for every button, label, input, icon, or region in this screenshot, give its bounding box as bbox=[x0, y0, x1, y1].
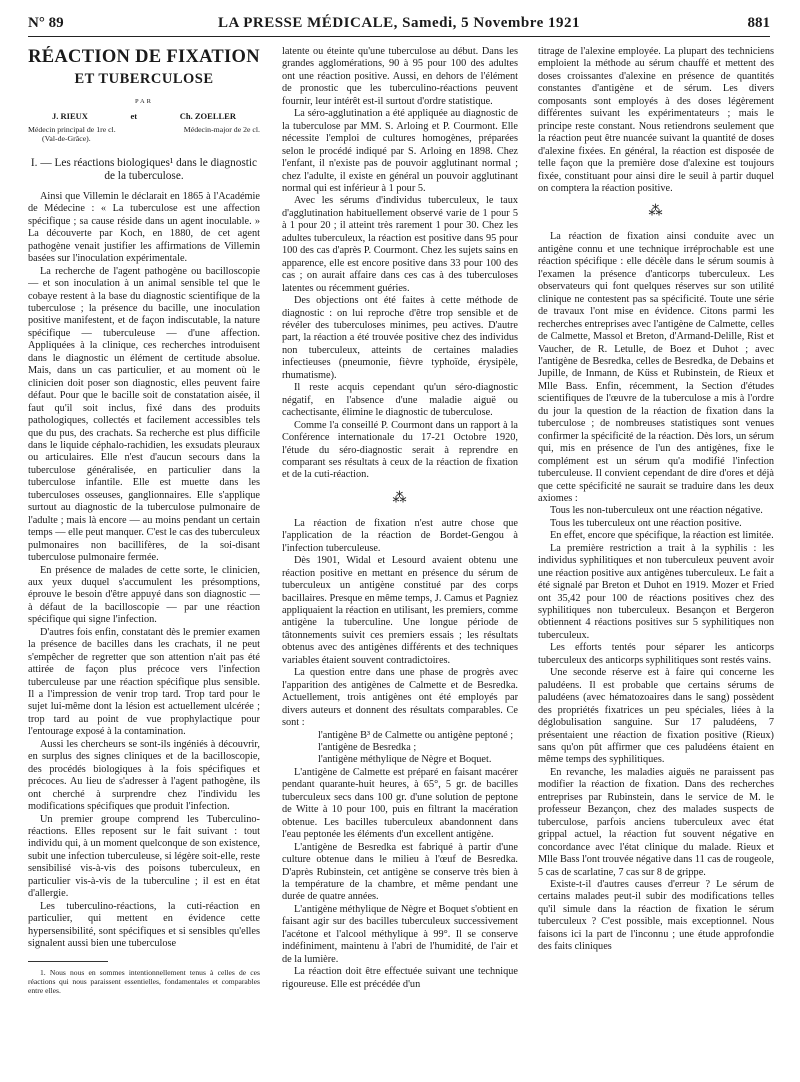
author-conjunction: et bbox=[130, 111, 138, 122]
paragraph: D'autres fois enfin, constatant dès le premier examen la présence de bacilles dans les crachats, il ne peut s'empêcher de regretter que son attention n'ait pas été attirée de façon plus précoce vers l'infection tuberculeuse par une réaction spécifique plus sensible. Il a l'impression de venir trop tard. Trop tard pour le sujet lui-même dont la lésion est actuellement ulcérée ; trop tard au point de vue prophylactique pour l'entourage exposé à la contamination. bbox=[28, 626, 260, 738]
paragraph: Des objections ont été faites à cette méthode de diagnostic : on lui reproche d'être trop sensible et de révéler des tuberculoses minimes, peu actives. D'autre part, la réaction a été trouvée positive chez des individus non tuberculeux, atteints de certaines maladies infectieuses (pneumonie, fièvre typhoïde, érysipèle, rhumatisme). bbox=[282, 295, 518, 381]
column-2 bbox=[282, 46, 518, 1074]
article-title: RÉACTION DE FIXATION bbox=[28, 47, 260, 67]
column-1 bbox=[28, 46, 260, 1074]
issue-number: N° 89 bbox=[28, 15, 64, 31]
paragraph: titrage de l'alexine employée. La plupart des techniciens emploient la méthode au sérum chauffé et mettent des doses croissantes d'alexine en présence de quantités constantes d'antigène et de sérum. Les divers composants sont employés à des doses légèrement différentes suivant les expérimentateurs ; mais le principe reste constant. Nous retiendrons seulement que la réaction peut être nuancée suivant la quantité de doses d'alexine fixées. En général, la réaction est disposée de telle façon que la première dose d'alexine est toujours fixée, constituant pour ainsi dire le seuil à partir duquel on comptera la réaction positive. bbox=[538, 46, 774, 194]
section-separator: ⁂ bbox=[648, 204, 664, 220]
column-3 bbox=[538, 46, 774, 1074]
paragraph: latente ou éteinte qu'une tuberculose au début. Dans les grandes agglomérations, 90 à 95 pour 100 des adultes ont une réaction positive. Aussi, en dehors de l'élément de pronostic que les tuberculino-réactions peuvent fournir, leur intérêt est-il surtout d'ordre statistique. bbox=[282, 46, 518, 107]
journal-title: LA PRESSE MÉDICALE, Samedi, 5 Novembre 1921 bbox=[217, 15, 581, 31]
page-number: 881 bbox=[747, 15, 770, 31]
affiliations bbox=[28, 125, 260, 143]
affiliation-1: Médecin principal de 1re cl. (Val-de-Grâce). bbox=[28, 124, 116, 143]
header-rule bbox=[28, 36, 770, 37]
paragraph: Dès 1901, Widal et Lesourd avaient obtenu une réaction positive en mettant en présence du sérum de tuberculeux un antigène constitué par des corps bacillaires. Presque en même temps, J. Camus et Pagniez appliquaient la réaction en utilisant, les premiers, comme antigène la tuberculine. Une longue période de tâtonnements suivit ces premiers essais ; les résultats obtenus avec des antigènes différents et des techniques variables étaient souvent contradictoires. bbox=[282, 555, 518, 666]
paragraph: La séro-agglutination a été appliquée au diagnostic de la tuberculose par MM. S. Arloing et P. Courmont. Elle nécessite l'emploi de cultures homogènes, préparées selon le procédé indiqué par S. Arloing en 1898. Chez l'enfant, il n'existe pas de pouvoir agglutinant normal ; chez l'adulte, il existe en général un pouvoir agglutinant normal qui est inférieur à 1 pour 5. bbox=[282, 108, 518, 194]
paragraph: La réaction de fixation n'est autre chose que l'application de la réaction de Bordet-Gengou à l'infection tuberculeuse. bbox=[282, 517, 518, 554]
footnote: 1. Nous nous en sommes intentionnellement tenus à celles de ces réactions qui nous paraissent essentielles, fondamentales et comparables entre elles. bbox=[28, 967, 260, 995]
paragraph: Comme l'a conseillé P. Courmont dans un rapport à la Conférence internationale du 17-21 Octobre 1920, l'étude du séro-diagnostic serait à reprendre en comparant ses résultats à ceux de la réaction de fixation et de la cuti-réaction. bbox=[282, 419, 518, 481]
author-1: J. RIEUX bbox=[52, 111, 88, 122]
paragraph: En présence de malades de cette sorte, le clinicien, aux yeux duquel s'accumulent les présomptions, éprouve le besoin d'être appuyé dans son diagnostic — à défaut de la bacilloscopie — par une réaction spécifique qui signe l'infection. bbox=[28, 564, 260, 626]
paragraph: L'antigène de Calmette est préparé en faisant macérer pendant quarante-huit heures, à 65°, 5 gr. de bacilles tuberculeux secs dans 100 gr. d'une solution de peptone de Witte à 10 pour 100, puis en filtrant la macération obtenue. Les bacilles tuberculeux abandonnent dans l'eau peptonée les éléments d'un excellent antigène. bbox=[282, 766, 518, 841]
paragraph: La réaction de fixation ainsi conduite avec un antigène connu et une technique irréprochable est une réaction spécifique : elle décèle dans le sérum soumis à l'examen la présence d'anticorps tuberculeux. Les observateurs qui font quelques réserves sur son utilité clinique ne contestent pas sa spécificité. Toute une série de travaux l'ont mise en évidence. Citons parmi les recherches entreprises avec l'antigène de Calmette, celles de Calmette, Massol et Breton, d'Armand-Delille, Rist et Vaucher, de R. Letulle, de Boez et Duhot ; avec l'antigène de Besredka, celles de Besredka, de Debains et Jupille, de Inmann, de Küss et Rubinstein, de Rieux et Mlle Bass. Enfin, récemment, la Section d'études scientifiques de l'œuvre de la tuberculose a mis à l'ordre du jour la question de la réaction de fixation dans la tuberculose ; de nombreuses statistiques sont venues confirmer la spécificité de la réaction. Dès lors, un sérum qui, mis en présence de l'un des antigènes, fixe le complément est un sérum qu'a modifié l'infection tuberculeuse. Il convient cependant de dire d'ores et déjà que cette spécificité ne saurait se traduire dans les deux axiomes : bbox=[538, 231, 774, 504]
list-item: l'antigène méthylique de Nègre et Boquet. bbox=[318, 754, 492, 766]
paragraph: Tous les tuberculeux ont une réaction positive. bbox=[550, 517, 742, 529]
paragraph: La recherche de l'agent pathogène ou bacilloscopie — et son inoculation à un animal sensible tel que le cobaye restent à la base du diagnostic scientifique de la tuberculose ; la présence du bacille, une inoculation positive manifestent, et de façon indiscutable, la nature spécifique — tuberculeuse — d'une affection. Appliquées à la clinique, ces recherches introduisent dans le diagnostic un élément de certitude absolue. Mais, dans un cas particulier, et au moment où le clinicien doit poser son diagnostic, elles peuvent faire défaut. Pour que le bacille soit de constatation aisée, il faut qu'il soit inclus, fixé dans des produits pathologiques, collectés et facilement accessibles tels que du pus, des crachats. Sa recherche est plus difficile dans le liquide céphalo-rachidien, les exsudats pleuraux ou articulaires. Elle n'est d'aucun secours dans la tuberculose généralisée, en particulier dans la tuberculose infantile. Elle est muette dans les tuberculoses osseuses, ganglionnaires. Elle s'applique surtout au diagnostic de la tuberculose pulmonaire de l'adulte ; mais là encore — au moins pendant un certain temps — elle peut manquer. C'est le cas des tuberculeux pulmonaires non bacillifères, de la soi-disant tuberculose pulmonaire fermée. bbox=[28, 265, 260, 564]
paragraph: En revanche, les maladies aiguës ne paraissent pas modifier la réaction de fixation. Dans des recherches entreprises par Rubinstein, dans le service de M. le professeur Bezançon, chez des malades suspects de tuberculose, parfois anciens tuberculeux avec état grippal actuel, la réaction fut souvent négative en concordance avec l'état clinique du malade. Rieux et Mlle Bass l'ont trouvée négative dans 11 cas de rougeole, 5 cas de scarlatine, 7 cas sur 8 de grippe. bbox=[538, 766, 774, 878]
footnote-rule bbox=[28, 961, 108, 962]
paragraph: La première restriction a trait à la syphilis : les individus syphilitiques et non tuberculeux peuvent avoir une réaction positive aux antigènes tuberculeux. Le fait a été signalé par Breton et Duhot en 1919. Mozer et Fried ont 35,42 pour 100 de réactions positives chez des syphilitiques non tuberculeux. Besançon et Bergeron obtiennent 4 réactions positives sur 5 syphilitiques non tuberculeux. bbox=[538, 542, 774, 641]
paragraph: La question entre dans une phase de progrès avec l'apparition des antigènes de Calmette et de Besredka. Actuellement, trois antigènes ont été employés par divers auteurs et donnent des résultats comparables. Ce sont : bbox=[282, 667, 518, 729]
paragraph: Il reste acquis cependant qu'un séro-diagnostic négatif, en l'absence d'une maladie aiguë ou cachectisante, élimine le diagnostic de tuberculose. bbox=[282, 382, 518, 419]
section-separator: ⁂ bbox=[392, 490, 408, 506]
affiliation-2: Médecin-major de 2e cl. bbox=[183, 124, 260, 134]
article-subtitle: ET TUBERCULOSE bbox=[74, 71, 214, 87]
paragraph: Aussi les chercheurs se sont-ils ingéniés à découvrir, en surplus des signes cliniques et de la bacilloscopie, des procédés biologiques à la fois spécifiques et précoces. Au lieu de s'adresser à l'agent pathogène, ils ont cherché à surprendre chez l'individu les modifications spécifiques que produit l'infection. bbox=[28, 738, 260, 813]
paragraph: Ainsi que Villemin le déclarait en 1865 à l'Académie de Médecine : « La tuberculose est une affection spécifique ; sa cause réside dans un agent inoculable. » La découverte par Koch, en 1880, de cet agent pathogène venait justifier les affirmations de Villemin basées sur l'inoculation expérimentale. bbox=[28, 190, 260, 265]
author-2: Ch. ZOELLER bbox=[179, 111, 236, 122]
paragraph: Existe-t-il d'autres causes d'erreur ? Le sérum de certains malades peut-il subir des modifications telles qu'il simule dans la réaction de fixation le sérum tuberculeux ? C'est possible, mais exceptionnel. Nous faisons ici la part de l'inconnu ; une étude approfondie des faits cliniques bbox=[538, 879, 774, 953]
list-item: l'antigène de Besredka ; bbox=[318, 742, 417, 754]
paragraph: La réaction doit être effectuée suivant une technique rigoureuse. Elle est précédée d'un bbox=[282, 966, 518, 990]
paragraph: Les efforts tentés pour séparer les anticorps tuberculeux des anticorps syphilitiques sont restés vains. bbox=[538, 642, 774, 666]
authors bbox=[28, 110, 260, 122]
paragraph: Tous les non-tuberculeux ont une réaction négative. bbox=[550, 505, 763, 517]
paragraph: Une seconde réserve est à faire qui concerne les paludéens. Il est probable que certains sérums de paludéens (avec hématozoaires dans le sang) possèdent des propriétés fixatrices un peu spéciales, liées à la déglobulisation sanguine. Sur 17 paludéens, 7 présentaient une réaction de fixation positive (Rieux) sans qu'on pût affirmer que ces paludéens étaient en même temps des syphilitiques. bbox=[538, 667, 774, 766]
paragraph: Un premier groupe comprend les Tuberculino-réactions. Elles reposent sur le fait suivant : tout individu qui, à un moment quelconque de son existence, subit une infection tuberculeuse, si légère soit-elle, reste sensibilisé vis-à-vis des poisons tuberculeux, en particulier vis-à-vis de la tuberculine ; il est en état d'allergie. bbox=[28, 813, 260, 900]
section-heading: I. — Les réactions biologiques¹ dans le diagnostic de la tuberculose. bbox=[30, 156, 258, 182]
paragraph: L'antigène de Besredka est fabriqué à partir d'une culture obtenue dans le milieu à l'œuf de Besredka. D'après Rubinstein, cet antigène se conserve très bien à la température de la chambre, et même pendant une durée de quatre années. bbox=[282, 841, 518, 903]
running-header bbox=[28, 12, 770, 36]
paragraph: Avec les sérums d'individus tuberculeux, le taux d'agglutination habituellement observé varie de 1 pour 5 à 1 pour 20 ; il atteint très rarement 1 pour 30. Chez les adultes tuberculeux, la réaction est positive dans 95 pour 100 des cas d'après P. Courmont. Chez les sujets sains en apparence, elle est encore positive dans 33 pour 100 des cas ; on aurait affaire dans ces cas à des tuberculoses latentes ou récemment guéries. bbox=[282, 195, 518, 294]
paragraph: Les tuberculino-réactions, la cuti-réaction en particulier, qui mettent en évidence cette hypersensibilité, sont spécifiques et si sensibles qu'elles signalent aussi bien une tuberculose bbox=[28, 900, 260, 950]
paragraph: L'antigène méthylique de Nègre et Boquet s'obtient en faisant agir sur des bacilles tuberculeux successivement l'acétone et l'alcool méthylique à 99°. Il se conserve indéfiniment, maintenu à l'abri de l'humidité, de l'air et de la lumière. bbox=[282, 903, 518, 965]
paragraph: En effet, encore que spécifique, la réaction est limitée. bbox=[550, 530, 774, 542]
by-line: PAR bbox=[134, 98, 154, 105]
list-item: l'antigène B³ de Calmette ou antigène peptoné ; bbox=[318, 729, 514, 741]
